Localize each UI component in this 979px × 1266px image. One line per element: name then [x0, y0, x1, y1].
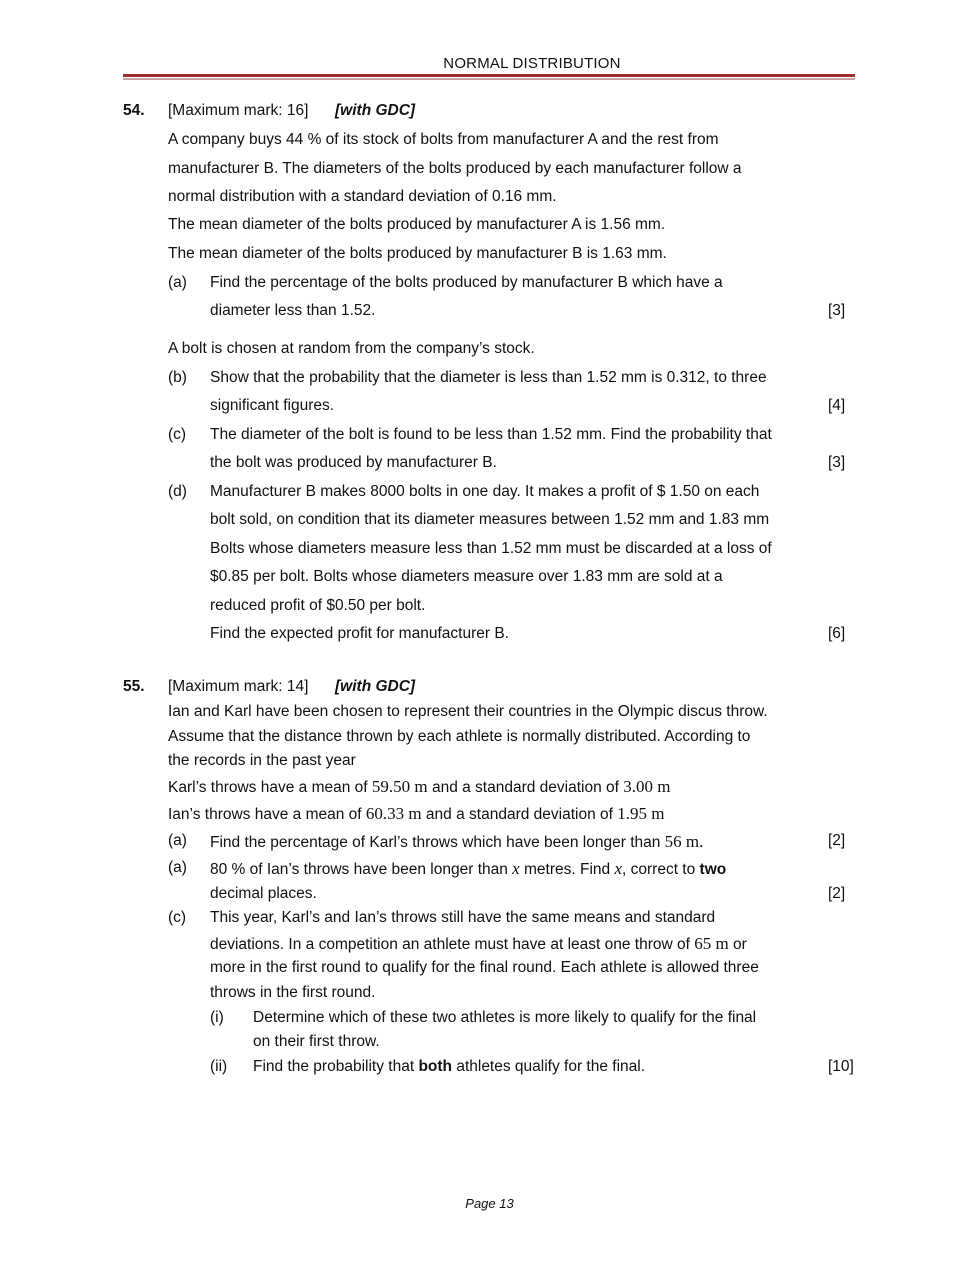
q54-part-a-line: Find the percentage of the bolts produced by manufacturer B which have a	[210, 274, 723, 291]
q55-part-c-line: more in the first round to qualify for the final round. Each athlete is allowed three	[210, 959, 759, 976]
text: Find the probability that	[253, 1058, 419, 1075]
max-mark: [Maximum mark: 16]	[168, 102, 309, 119]
text: and a standard deviation of	[427, 779, 624, 796]
q54-part-b-line: significant figures.	[210, 397, 335, 414]
q54-intro-line: The mean diameter of the bolts produced by manufacturer B is 1.63 mm.	[168, 245, 667, 262]
question-55-max-mark	[168, 678, 415, 696]
q54-part-a-label: (a)	[168, 274, 187, 291]
text: Find the percentage of Karl’s throws which have been longer than	[210, 834, 665, 851]
text: metres. Find	[519, 861, 615, 878]
q55-part-a1-label: (a)	[168, 832, 187, 849]
q55-part-a2-label: (a)	[168, 859, 187, 876]
q54-part-d-mark: [6]	[828, 625, 846, 642]
text: or	[728, 936, 747, 953]
q55-part-c-line: throws in the first round.	[210, 984, 376, 1001]
q54-part-d-label: (d)	[168, 483, 187, 500]
header-rule	[123, 74, 855, 77]
q54-part-c-line: the bolt was produced by manufacturer B.	[210, 454, 497, 471]
value: 60.33 m	[365, 804, 422, 823]
q55-part-a1-line	[210, 832, 703, 852]
q55-part-a1-mark: [2]	[828, 832, 846, 849]
value: 59.50 m	[371, 777, 428, 796]
variable: x	[512, 859, 520, 878]
q54-part-d-line: Bolts whose diameters measure less than 1.52 mm must be discarded at a loss of	[210, 540, 772, 557]
q54-part-b-label: (b)	[168, 369, 187, 386]
q54-part-c-label: (c)	[168, 426, 187, 443]
q54-part-b-mark: [4]	[828, 397, 846, 414]
q55-part-c-ii-label: (ii)	[210, 1058, 228, 1075]
q55-karl-line	[168, 777, 671, 797]
text: 80 % of Ian’s throws have been longer than	[210, 861, 513, 878]
question-54-number: 54.	[123, 102, 145, 119]
gdc-label: [with GDC]	[335, 678, 416, 695]
text: Karl’s throws have a mean of	[168, 779, 372, 796]
bold-text: two	[699, 861, 727, 878]
q54-part-a-line: diameter less than 1.52.	[210, 302, 376, 319]
q55-part-a2-line	[210, 859, 726, 879]
q55-ian-line	[168, 804, 664, 824]
q54-intro-line: manufacturer B. The diameters of the bolts produced by each manufacturer follow a	[168, 160, 742, 177]
text: athletes qualify for the final.	[452, 1058, 646, 1075]
q54-part-d-line: bolt sold, on condition that its diameter measures between 1.52 mm and 1.83 mm	[210, 511, 770, 528]
value: 1.95 m	[617, 804, 665, 823]
gdc-label: [with GDC]	[335, 102, 416, 119]
q54-part-d-line: $0.85 per bolt. Bolts whose diameters measure over 1.83 mm are sold at a	[210, 568, 723, 585]
q54-part-c-mark: [3]	[828, 454, 846, 471]
text: and a standard deviation of	[421, 806, 618, 823]
q54-part-c-line: The diameter of the bolt is found to be less than 1.52 mm. Find the probability that	[210, 426, 772, 443]
text: Ian’s throws have a mean of	[168, 806, 366, 823]
q55-intro-line: the records in the past year	[168, 752, 356, 769]
q55-part-c-line: This year, Karl’s and Ian’s throws still have the same means and standard	[210, 909, 716, 926]
q55-part-c-i-line: on their first throw.	[253, 1033, 380, 1050]
page-header-title: NORMAL DISTRIBUTION	[443, 55, 621, 72]
q55-part-a2-line: decimal places.	[210, 885, 317, 902]
question-54-max-mark	[168, 102, 415, 120]
q54-part-d-line: reduced profit of $0.50 per bolt.	[210, 597, 426, 614]
page-number: Page 13	[465, 1196, 514, 1211]
q54-part-b-line: Show that the probability that the diameter is less than 1.52 mm is 0.312, to three	[210, 369, 767, 386]
q54-part-a-mark: [3]	[828, 302, 846, 319]
variable: x	[614, 859, 623, 878]
q54-part-d-line: Manufacturer B makes 8000 bolts in one day. It makes a profit of $ 1.50 on each	[210, 483, 760, 500]
max-mark: [Maximum mark: 14]	[168, 678, 309, 695]
q54-part-d-line: Find the expected profit for manufacturer B.	[210, 625, 509, 642]
text: , correct to	[622, 861, 700, 878]
header-rule-thin	[123, 78, 855, 80]
q55-part-c-line	[210, 934, 747, 954]
q55-part-c-label: (c)	[168, 909, 187, 926]
value: 3.00 m	[623, 777, 671, 796]
text: deviations. In a competition an athlete must have at least one throw of	[210, 936, 695, 953]
q55-part-c-mark: [10]	[828, 1058, 854, 1075]
q55-part-c-ii-line	[253, 1058, 645, 1076]
q54-intro-line: The mean diameter of the bolts produced by manufacturer A is 1.56 mm.	[168, 216, 666, 233]
bold-text: both	[418, 1058, 453, 1075]
q54-intro-line: A company buys 44 % of its stock of bolts from manufacturer A and the rest from	[168, 131, 719, 148]
question-55-number: 55.	[123, 678, 145, 695]
q54-mid-text: A bolt is chosen at random from the company’s stock.	[168, 340, 535, 357]
q55-part-c-i-line: Determine which of these two athletes is more likely to qualify for the final	[253, 1009, 757, 1026]
q55-intro-line: Ian and Karl have been chosen to represent their countries in the Olympic discus throw.	[168, 703, 768, 720]
q55-part-a2-mark: [2]	[828, 885, 846, 902]
q55-intro-line: Assume that the distance thrown by each athlete is normally distributed. According to	[168, 728, 751, 745]
value: 56 m.	[664, 832, 704, 851]
value: 65 m	[694, 934, 729, 953]
q54-intro-line: normal distribution with a standard deviation of 0.16 mm.	[168, 188, 557, 205]
q55-part-c-i-label: (i)	[210, 1009, 224, 1026]
